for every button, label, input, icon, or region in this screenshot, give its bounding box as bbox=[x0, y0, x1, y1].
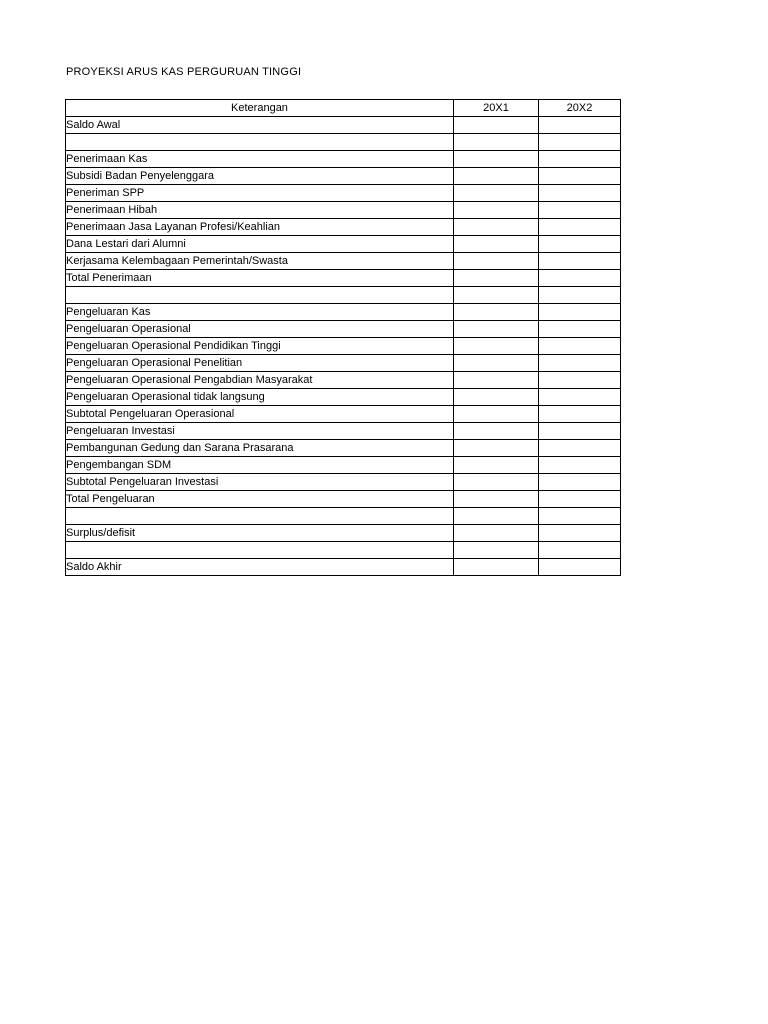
row-label: Total Penerimaan bbox=[66, 270, 454, 287]
cell-20x1 bbox=[454, 508, 539, 525]
cell-20x2 bbox=[539, 151, 621, 168]
row-label bbox=[66, 287, 454, 304]
table-row bbox=[66, 321, 621, 338]
row-label: Pengeluaran Operasional bbox=[66, 321, 454, 338]
cell-20x2 bbox=[539, 202, 621, 219]
cell-20x1 bbox=[454, 185, 539, 202]
table-row bbox=[66, 423, 621, 440]
cell-20x2 bbox=[539, 491, 621, 508]
row-label: Penerimaan Hibah bbox=[66, 202, 454, 219]
cell-20x1 bbox=[454, 338, 539, 355]
header-20x2: 20X2 bbox=[539, 100, 621, 117]
table-row bbox=[66, 117, 621, 134]
cell-20x1 bbox=[454, 372, 539, 389]
row-label: Saldo Akhir bbox=[66, 559, 454, 576]
table-row bbox=[66, 304, 621, 321]
cell-20x1 bbox=[454, 525, 539, 542]
cell-20x1 bbox=[454, 406, 539, 423]
row-label: Peneriman SPP bbox=[66, 185, 454, 202]
table-row bbox=[66, 474, 621, 491]
cell-20x2 bbox=[539, 525, 621, 542]
cell-20x1 bbox=[454, 321, 539, 338]
cell-20x2 bbox=[539, 389, 621, 406]
cell-20x2 bbox=[539, 236, 621, 253]
cell-20x2 bbox=[539, 117, 621, 134]
row-label: Pengeluaran Operasional Pengabdian Masyarakat bbox=[66, 372, 454, 389]
table-row bbox=[66, 525, 621, 542]
row-label bbox=[66, 134, 454, 151]
cell-20x2 bbox=[539, 185, 621, 202]
table-row bbox=[66, 440, 621, 457]
cell-20x2 bbox=[539, 253, 621, 270]
table-row bbox=[66, 372, 621, 389]
table-row bbox=[66, 202, 621, 219]
table-row bbox=[66, 219, 621, 236]
table-row bbox=[66, 168, 621, 185]
cell-20x2 bbox=[539, 304, 621, 321]
header-20x1: 20X1 bbox=[454, 100, 539, 117]
cell-20x1 bbox=[454, 253, 539, 270]
table-row bbox=[66, 338, 621, 355]
row-label: Surplus/defisit bbox=[66, 525, 454, 542]
row-label: Subtotal Pengeluaran Investasi bbox=[66, 474, 454, 491]
cell-20x2 bbox=[539, 406, 621, 423]
cell-20x1 bbox=[454, 440, 539, 457]
cell-20x2 bbox=[539, 474, 621, 491]
cell-20x1 bbox=[454, 270, 539, 287]
row-label: Subsidi Badan Penyelenggara bbox=[66, 168, 454, 185]
cell-20x1 bbox=[454, 236, 539, 253]
row-label: Pengeluaran Kas bbox=[66, 304, 454, 321]
row-label bbox=[66, 508, 454, 525]
cell-20x2 bbox=[539, 542, 621, 559]
row-label: Penerimaan Jasa Layanan Profesi/Keahlian bbox=[66, 219, 454, 236]
table-row bbox=[66, 542, 621, 559]
row-label: Pembangunan Gedung dan Sarana Prasarana bbox=[66, 440, 454, 457]
cell-20x1 bbox=[454, 491, 539, 508]
cash-flow-table bbox=[65, 99, 621, 576]
table-row bbox=[66, 389, 621, 406]
row-label: Dana Lestari dari Alumni bbox=[66, 236, 454, 253]
row-label: Pengeluaran Operasional Pendidikan Tinggi bbox=[66, 338, 454, 355]
table-row bbox=[66, 508, 621, 525]
row-label: Kerjasama Kelembagaan Pemerintah/Swasta bbox=[66, 253, 454, 270]
table-body bbox=[66, 117, 621, 576]
cell-20x2 bbox=[539, 338, 621, 355]
cell-20x1 bbox=[454, 117, 539, 134]
row-label: Total Pengeluaran bbox=[66, 491, 454, 508]
table-row bbox=[66, 253, 621, 270]
cell-20x1 bbox=[454, 457, 539, 474]
table-row bbox=[66, 457, 621, 474]
row-label: Pengeluaran Operasional Penelitian bbox=[66, 355, 454, 372]
cell-20x1 bbox=[454, 355, 539, 372]
cell-20x1 bbox=[454, 151, 539, 168]
cell-20x1 bbox=[454, 542, 539, 559]
table-row bbox=[66, 185, 621, 202]
cell-20x2 bbox=[539, 508, 621, 525]
row-label: Saldo Awal bbox=[66, 117, 454, 134]
cell-20x2 bbox=[539, 440, 621, 457]
cell-20x1 bbox=[454, 219, 539, 236]
cell-20x1 bbox=[454, 304, 539, 321]
cell-20x2 bbox=[539, 287, 621, 304]
row-label bbox=[66, 542, 454, 559]
row-label: Subtotal Pengeluaran Operasional bbox=[66, 406, 454, 423]
row-label: Penerimaan Kas bbox=[66, 151, 454, 168]
cell-20x2 bbox=[539, 423, 621, 440]
row-label: Pengeluaran Operasional tidak langsung bbox=[66, 389, 454, 406]
cell-20x2 bbox=[539, 134, 621, 151]
cell-20x1 bbox=[454, 202, 539, 219]
table-row bbox=[66, 491, 621, 508]
cell-20x2 bbox=[539, 559, 621, 576]
cell-20x1 bbox=[454, 168, 539, 185]
table-row bbox=[66, 406, 621, 423]
table-row bbox=[66, 355, 621, 372]
cell-20x2 bbox=[539, 457, 621, 474]
cell-20x1 bbox=[454, 474, 539, 491]
table-row bbox=[66, 134, 621, 151]
table-row bbox=[66, 287, 621, 304]
table-row bbox=[66, 270, 621, 287]
cell-20x1 bbox=[454, 389, 539, 406]
document-title: PROYEKSI ARUS KAS PERGURUAN TINGGI bbox=[66, 66, 302, 78]
row-label: Pengeluaran Investasi bbox=[66, 423, 454, 440]
row-label: Pengembangan SDM bbox=[66, 457, 454, 474]
cell-20x2 bbox=[539, 168, 621, 185]
table-row bbox=[66, 559, 621, 576]
header-keterangan: Keterangan bbox=[66, 100, 454, 117]
table-header-row bbox=[66, 100, 621, 117]
cell-20x2 bbox=[539, 372, 621, 389]
cell-20x1 bbox=[454, 134, 539, 151]
cell-20x1 bbox=[454, 559, 539, 576]
cell-20x2 bbox=[539, 219, 621, 236]
cell-20x2 bbox=[539, 355, 621, 372]
cell-20x2 bbox=[539, 321, 621, 338]
table-row bbox=[66, 151, 621, 168]
cell-20x2 bbox=[539, 270, 621, 287]
cell-20x1 bbox=[454, 423, 539, 440]
cell-20x1 bbox=[454, 287, 539, 304]
table-row bbox=[66, 236, 621, 253]
